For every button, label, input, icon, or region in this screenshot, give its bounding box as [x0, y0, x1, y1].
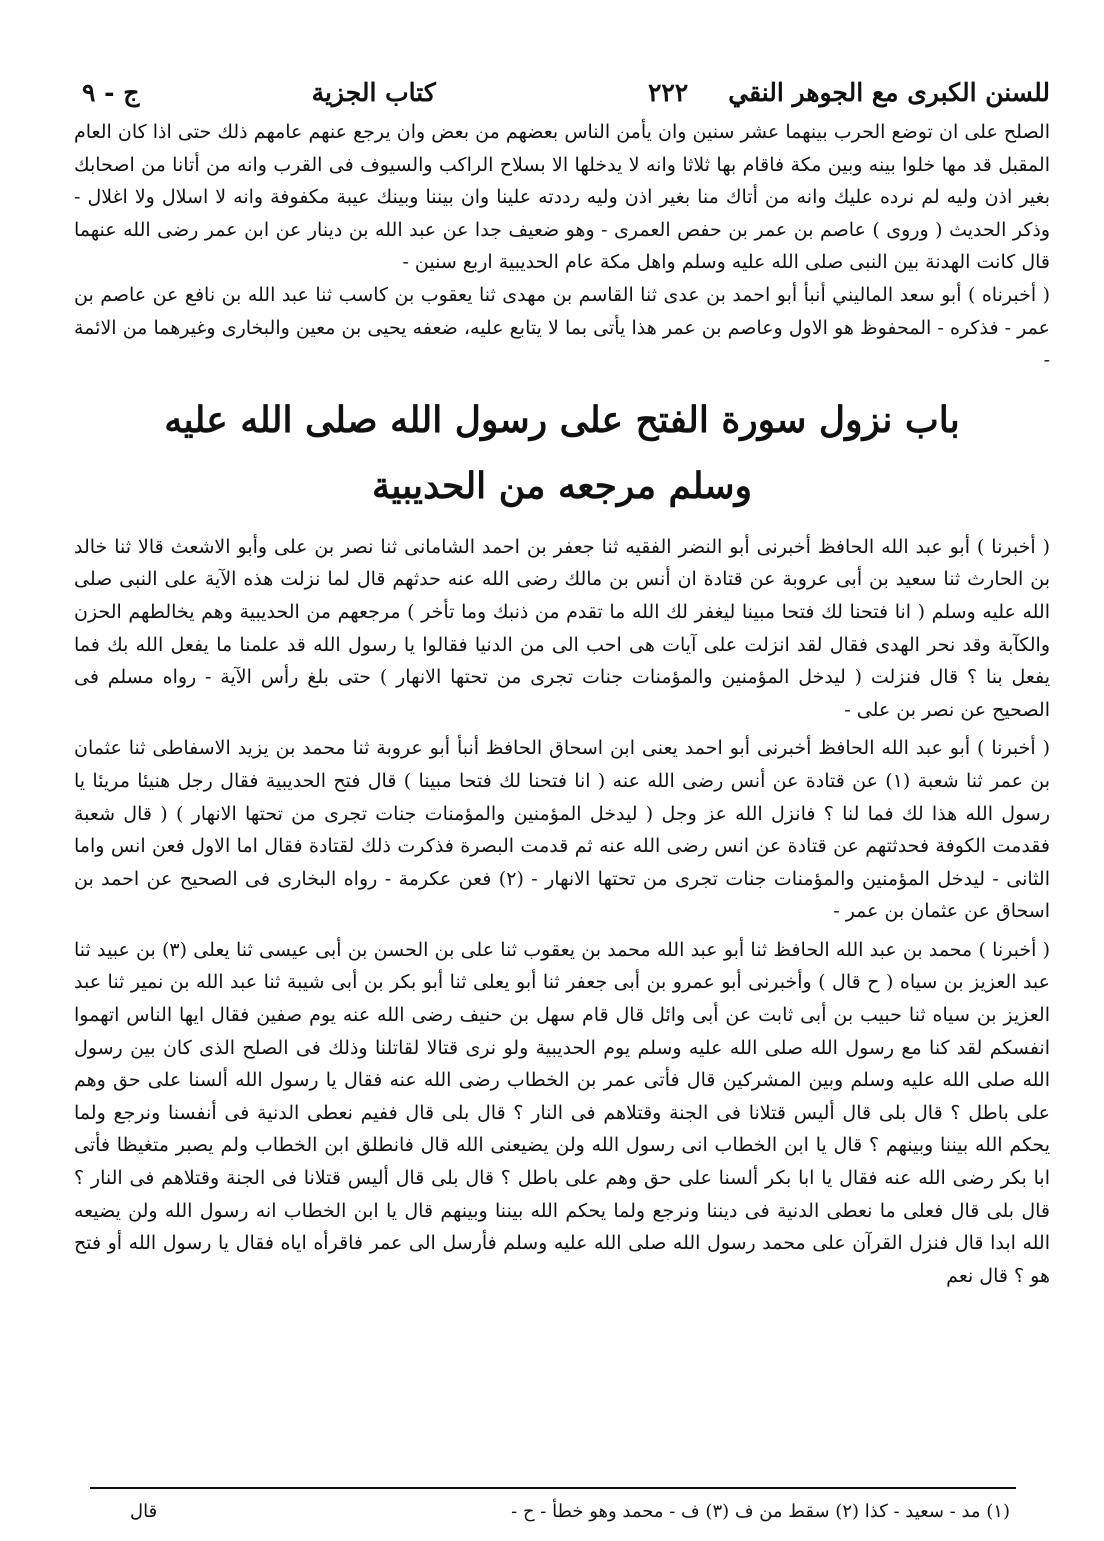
chapter-heading-line: باب نزول سورة الفتح على رسول الله صلى الله عليه [164, 398, 960, 441]
chapter-name: كتاب الجزية [311, 78, 436, 107]
book-title: للسنن الكبرى مع الجوهر النقي [728, 78, 1050, 107]
text-paragraph: ( أخبرناه ) أبو سعد الماليني أنبأ أبو احمد بن عدى ثنا القاسم بن مهدى ثنا يعقوب بن كاسب ثنا عبد الله بن نافع عن عاصم بن عمر - فذكره - المحفوظ هو الاول وعاصم بن عمر هذا يأتى بما لا يتابع عليه، ضعفه يحيى بن معين والبخارى وغيرهما من الائمة - [74, 283, 1050, 372]
footnote-divider [90, 1487, 1016, 1489]
footnotes [130, 1497, 1010, 1527]
page [74, 70, 1050, 1292]
chapter-heading [74, 387, 1050, 519]
catchword: قال [130, 1501, 158, 1522]
text-paragraph: ( أخبرنا ) أبو عبد الله الحافظ أخبرنى أبو النضر الفقيه ثنا جعفر بن احمد الشامانى ثنا نصر بن على وأبو الاشعث قالا ثنا خالد بن الحارث ثنا سعيد بن أبى عروبة عن قتادة ان أنس بن مالك رضى الله عنه حدثهم قال لما نزلت هذه الآية على النبى صلى الله عليه وسلم ( انا فتحنا لك فتحا مبينا ليغفر لك الله ما تقدم من ذنبك وما تأخر ) مرجعهم من الحديبية وهم يخالطهم الحزن والكآبة وقد نحر الهدى فقال لقد انزلت على آيات هى احب الى من الدنيا فقالوا يا رسول الله قد علمنا ما يفعل الله بك فما يفعل بنا ؟ قال فنزلت ( ليدخل المؤمنين والمؤمنات جنات تجرى من تحتها الانهار ) حتى بلغ رأس الآية - رواه مسلم فى الصحيح عن نصر بن على - [74, 535, 1050, 721]
page-number: ٢٢٢ [647, 78, 689, 107]
volume-number: ج - ٩ [82, 78, 140, 107]
running-header [74, 70, 1050, 116]
chapter-heading-line: وسلم مرجعه من الحديبية [372, 464, 752, 507]
text-paragraph: ( أخبرنا ) محمد بن عبد الله الحافظ ثنا أبو عبد الله محمد بن يعقوب ثنا على بن الحسن بن أبى عيسى ثنا يعلى (٣) بن عبيد ثنا عبد العزيز بن سياه ( ح قال ) وأخبرنى أبو عمرو بن أبى جعفر ثنا أبو يعلى ثنا أبو بكر بن أبى شيبة ثنا عبد الله بن نمير ثنا عبد العزيز بن سياه ثنا حبيب بن أبى ثابت عن أبى وائل قال قام سهل بن حنيف رضى الله عنه يوم صفين فقال ايها الناس اتهموا انفسكم لقد كنا مع رسول الله صلى الله عليه وسلم يوم الحديبية ولو نرى قتالا لقاتلنا وذلك فى الصلح الذى كان بين رسول الله صلى الله عليه وسلم وبين المشركين قال فأتى عمر بن الخطاب رضى الله عنه فقال يا رسول الله ألسنا على حق وهم على باطل ؟ قال بلى قال أليس قتلانا فى الجنة وقتلاهم فى النار ؟ قال بلى قال ففيم نعطى الدنية فى أنفسنا ونرجع ولما يحكم الله بيننا وبينهم ؟ قال يا ابن الخطاب انى رسول الله ولن يضيعنى الله قال فانطلق ابن الخطاب ولم يصبر متغيظا فأتى ابا بكر رضى الله عنه فقال يا ابا بكر ألسنا على حق وهم على باطل ؟ قال بلى قال أليس قتلانا فى الجنة وقتلاهم فى النار ؟ قال بلى قال فعلى ما نعطى الدنية فى ديننا ونرجع ولما يحكم الله بيننا وبينهم قال يا ابن الخطاب انه رسول الله ولن يضيعه الله ابدا قال فنزل القرآن على محمد رسول الله صلى الله عليه وسلم فأرسل الى عمر فاقرأه اياه فقال يا رسول الله أو فتح هو ؟ قال نعم [74, 938, 1051, 1287]
footnote-text: (١) مد - سعيد - كذا (٢) سقط من ف (٣) ف - محمد وهو خطأ - ح - [511, 1501, 1010, 1522]
text-paragraph: الصلح على ان توضع الحرب بينهما عشر سنين وان يأمن الناس بعضهم من بعض وان يرجع عنهم عامهم ذلك حتى اذا كان العام المقبل قد مها خلوا بينه وبين مكة فاقام بها ثلاثا وانه لا يدخلها الا بسلاح الراكب والسيوف فى القرب وانه من أتانا من اصحابك بغير اذن وليه لم نرده عليك وانه من أتاك منا بغير اذن وليه رددته علينا وان بيننا وبينك عيبة مكفوفة وانه لا اسلال ولا اغلال - وذكر الحديث ( وروى ) عاصم بن عمر بن حفص العمرى - وهو ضعيف جدا عن عبد الله بن دينار عن ابن عمر رضى الله عنهما قال كانت الهدنة بين النبى صلى الله عليه وسلم واهل مكة عام الحديبية اربع سنين - [74, 121, 1050, 274]
text-paragraph: ( أخبرنا ) أبو عبد الله الحافظ أخبرنى أبو احمد يعنى ابن اسحاق الحافظ أنبأ أبو عروبة ثنا محمد بن يزيد الاسفاطى ثنا عثمان بن عمر ثنا شعبة (١) عن قتادة عن أنس رضى الله عنه ( انا فتحنا لك فتحا مبينا ) قال فتح الحديبية فقال رجل هنيئا مريئا يا رسول الله هذا لك فما لنا ؟ فانزل الله عز وجل ( ليدخل المؤمنين والمؤمنات جنات تجرى من تحتها الانهار ) ( قال شعبة فقدمت الكوفة فحدثتهم عن قتادة عن انس رضى الله عنه ثم قدمت البصرة فذكرت ذلك لقتادة فقال اما الاول فعن انس واما الثانى - ليدخل المؤمنين والمؤمنات جنات تجرى من تحتها الانهار - (٢) فعن عكرمة - رواه البخارى فى الصحيح عن احمد بن اسحاق عن عثمان بن عمر - [74, 737, 1050, 923]
